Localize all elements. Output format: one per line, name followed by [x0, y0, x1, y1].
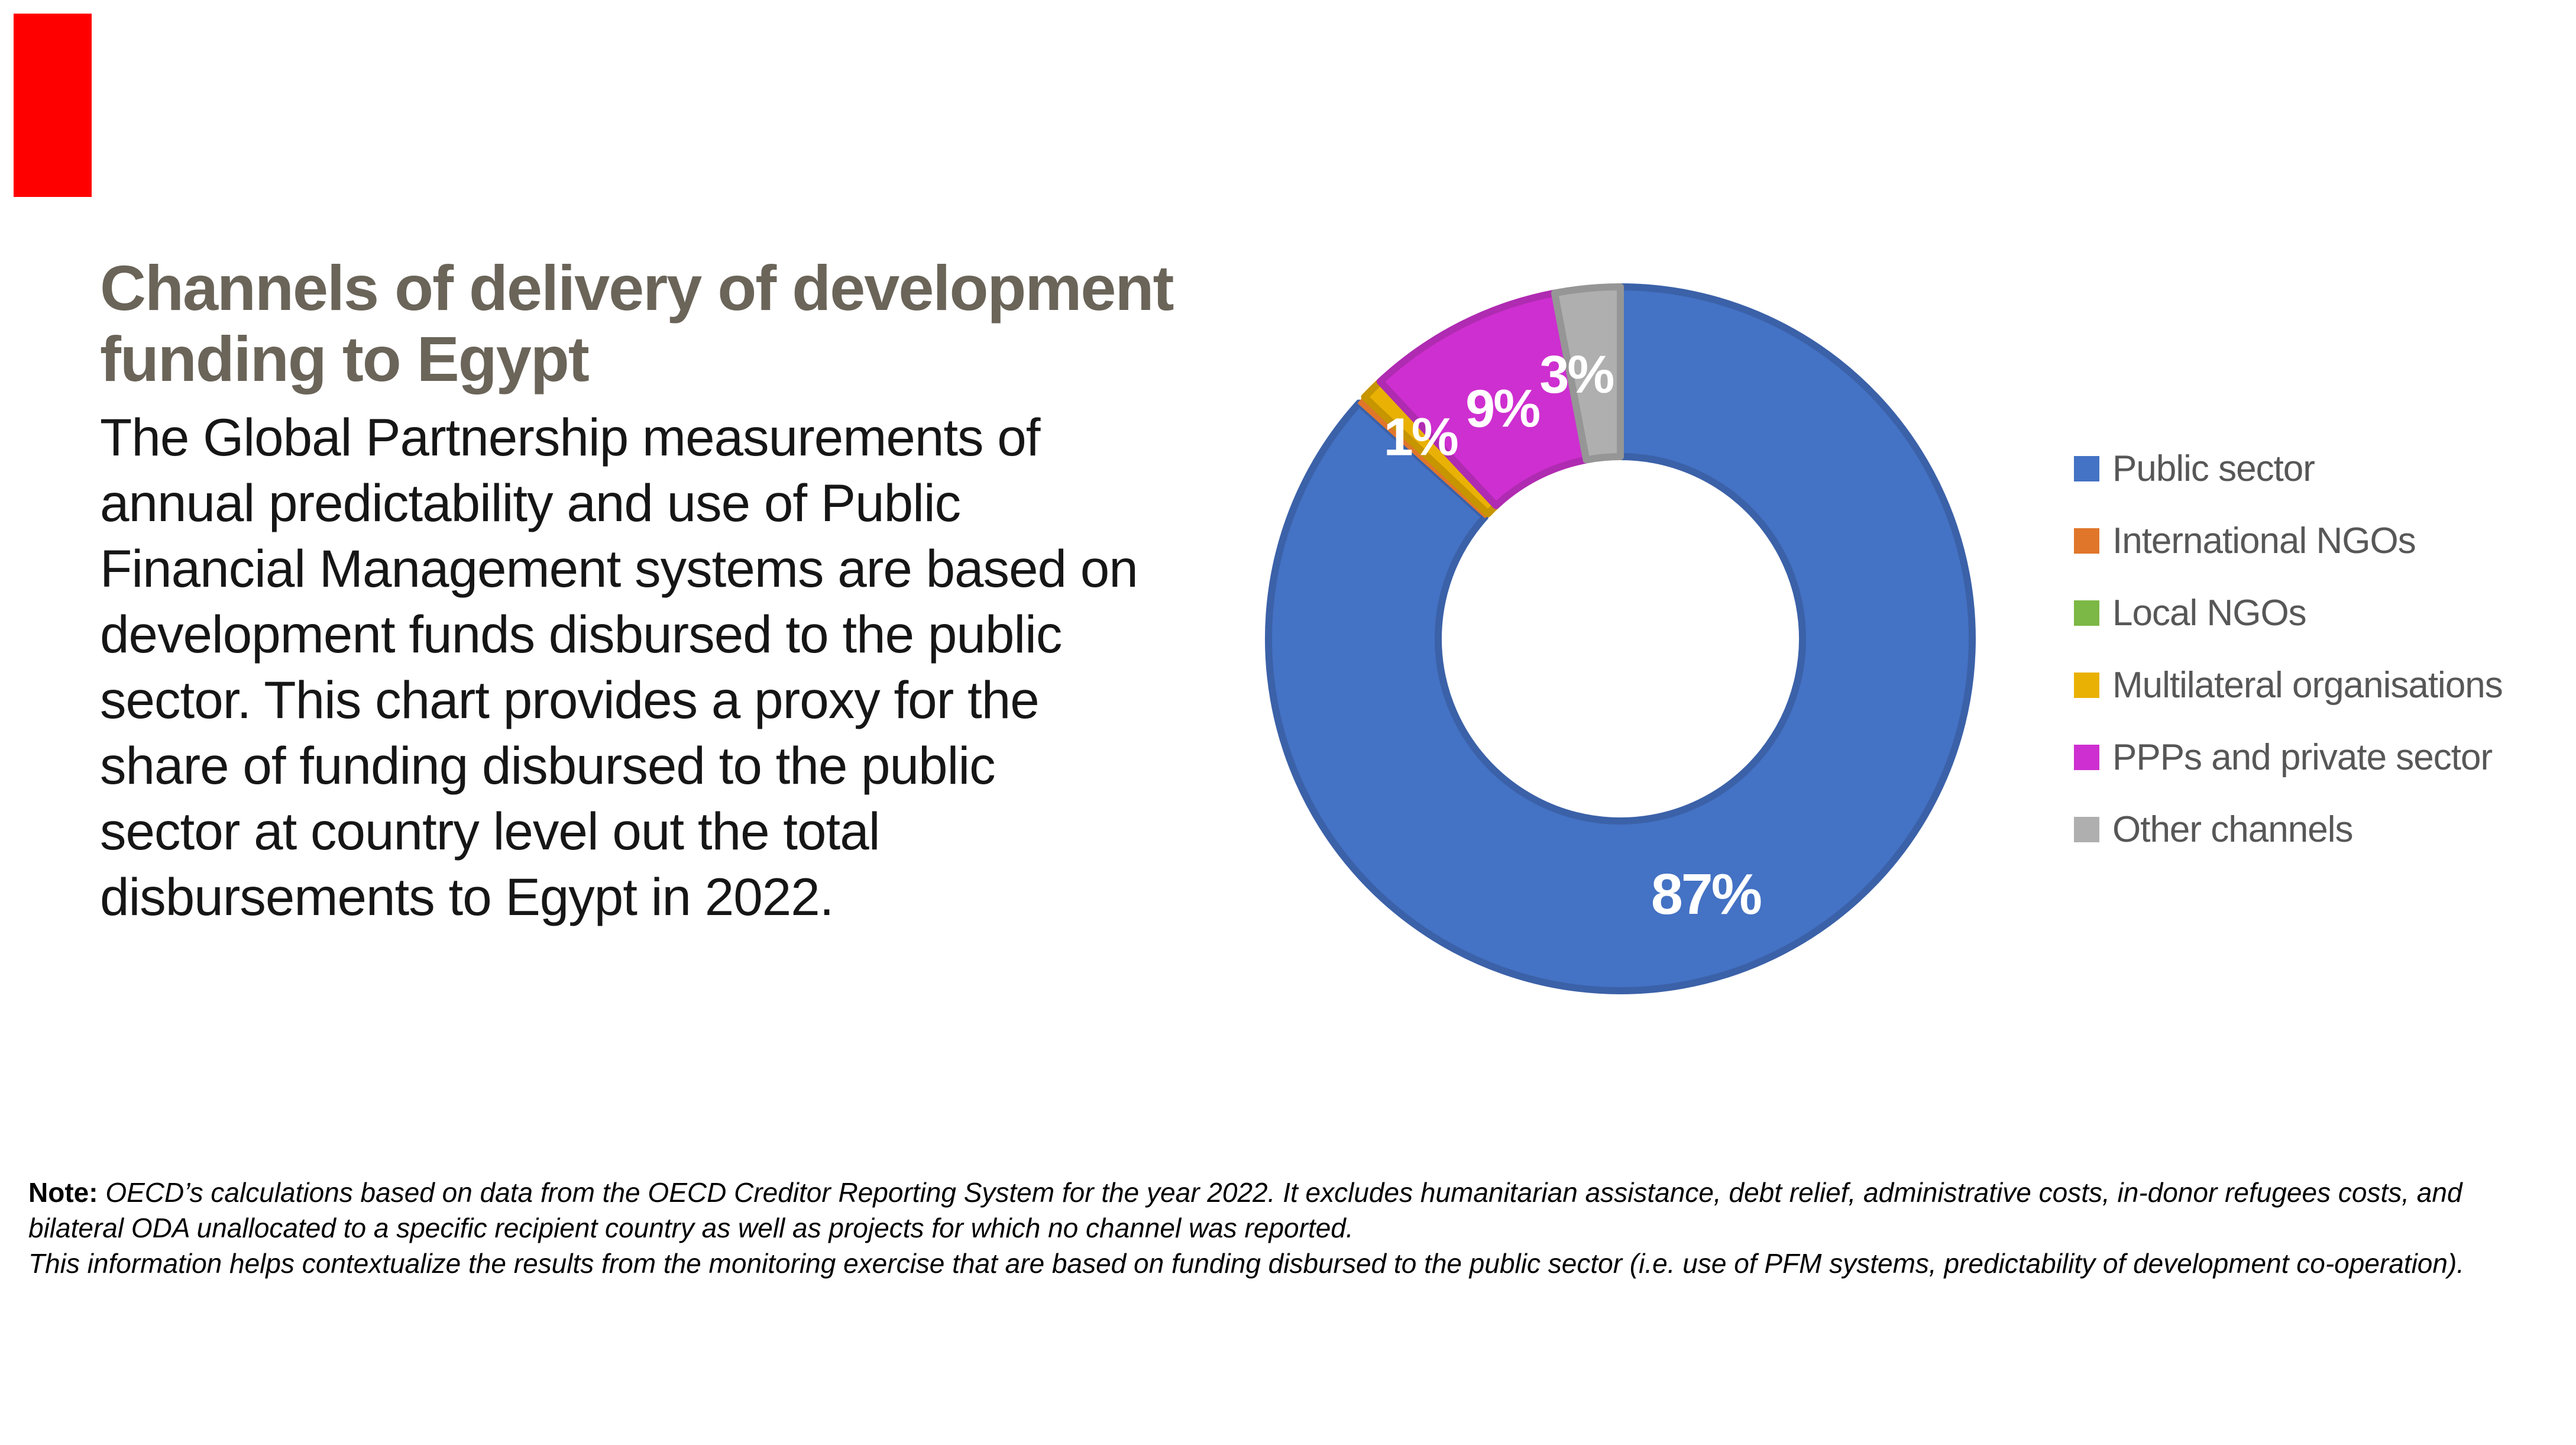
- legend-swatch-icon: [2074, 528, 2099, 554]
- intro-paragraph: [100, 405, 1138, 930]
- legend-swatch-icon: [2074, 745, 2099, 770]
- intro-line: The Global Partnership measurements of: [100, 408, 1040, 467]
- data-label-ppps-and-private-sector: 9%: [1465, 379, 1539, 439]
- data-label-public-sector: 87%: [1651, 862, 1761, 926]
- footnote-line-3: This information helps contextualize the results from the monitoring exercise that are based on funding disbursed to the public sector (i.e. use of PFM systems, predictability of development co-operation).: [28, 1248, 2465, 1279]
- footnote: [28, 1175, 2571, 1281]
- legend-swatch-icon: [2074, 673, 2099, 698]
- legend-swatch-icon: [2074, 456, 2099, 481]
- footnote-text-1: OECD’s calculations based on data from the OECD Creditor Reporting System for the year 2022. It excludes humanitarian assistance, debt relief, administrative costs, in-donor refugees costs, and: [105, 1177, 2462, 1208]
- legend-swatch-icon: [2074, 600, 2099, 626]
- intro-line: development funds disbursed to the public: [100, 604, 1062, 664]
- intro-line: Financial Management systems are based on: [100, 539, 1138, 598]
- legend-label: Local NGOs: [2112, 592, 2306, 633]
- legend-swatch-icon: [2074, 817, 2099, 842]
- legend-item-public-sector: [2074, 432, 2503, 505]
- legend-item-local-ngos: [2074, 577, 2503, 649]
- chart-legend: [2074, 432, 2503, 865]
- red-accent-bar: [14, 14, 92, 197]
- page-title-line-1: Channels of delivery of development: [100, 252, 1173, 324]
- data-label-other-channels: 3%: [1539, 345, 1613, 405]
- intro-line: sector at country level out the total: [100, 801, 880, 861]
- donut-chart: [1262, 280, 1979, 997]
- intro-line: sector. This chart provides a proxy for the: [100, 670, 1039, 729]
- footnote-line-2: bilateral ODA unallocated to a specific recipient country as well as projects for which no channel was reported.: [28, 1213, 1354, 1243]
- legend-item-other-channels: [2074, 793, 2503, 865]
- legend-item-multilateral-organisations: [2074, 649, 2503, 721]
- data-label-multilateral-organisations: 1%: [1383, 408, 1457, 467]
- intro-line: annual predictability and use of Public: [100, 473, 961, 532]
- intro-line: share of funding disbursed to the public: [100, 736, 995, 795]
- footnote-label: Note:: [28, 1177, 98, 1208]
- legend-item-ppps-and-private-sector: [2074, 721, 2503, 793]
- donut-chart-svg: [1262, 280, 1979, 997]
- legend-label: Public sector: [2112, 448, 2315, 489]
- legend-label: International NGOs: [2112, 520, 2416, 561]
- legend-label: Other channels: [2112, 809, 2353, 850]
- page-title-line-2: funding to Egypt: [100, 323, 588, 395]
- legend-label: PPPs and private sector: [2112, 736, 2493, 778]
- footnote-line-1: [28, 1175, 2571, 1210]
- page-title: [100, 253, 1173, 395]
- legend-item-international-ngos: [2074, 505, 2503, 577]
- legend-label: Multilateral organisations: [2112, 664, 2503, 706]
- intro-line: disbursements to Egypt in 2022.: [100, 867, 834, 926]
